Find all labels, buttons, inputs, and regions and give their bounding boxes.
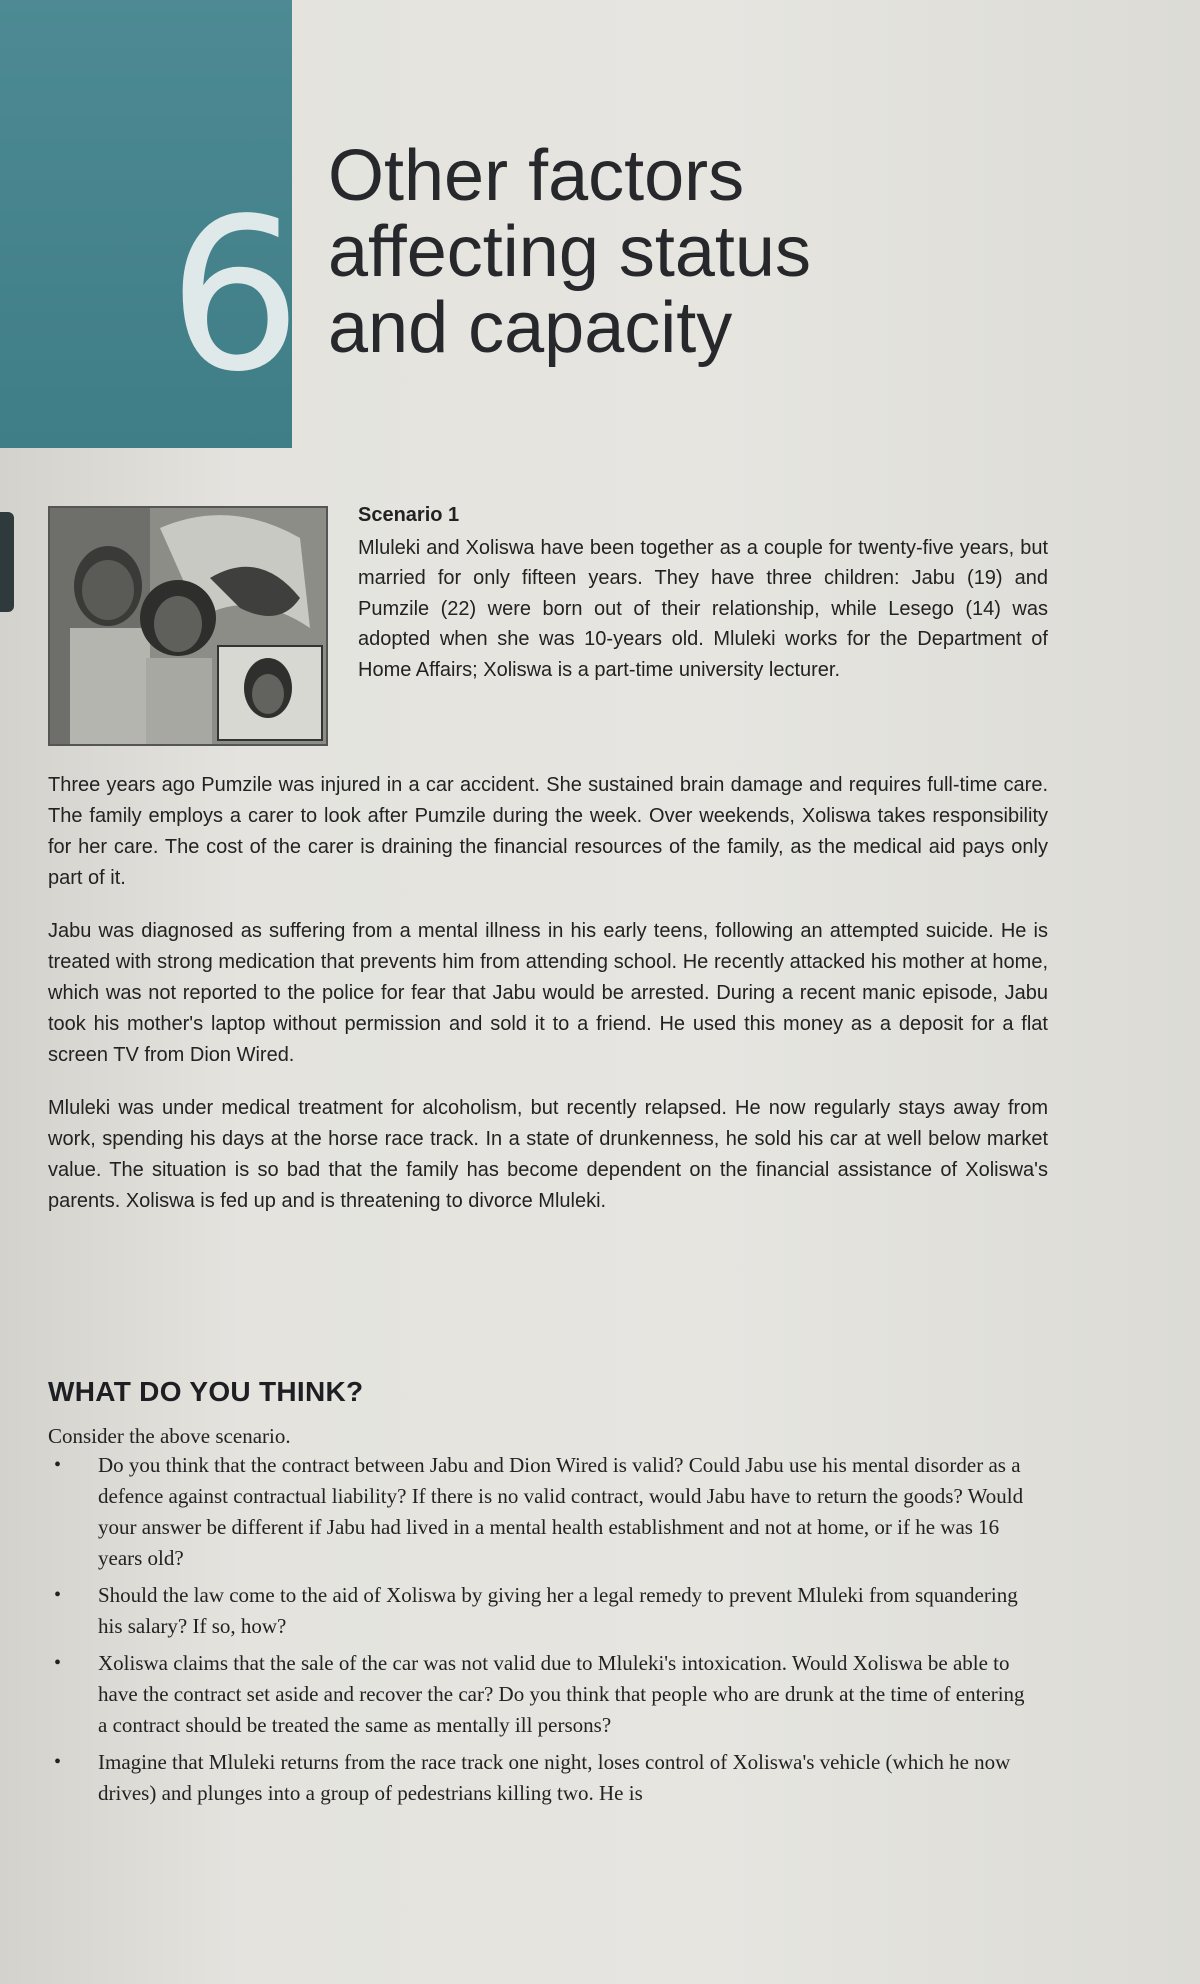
chapter-title xyxy=(328,138,811,366)
what-do-you-think-heading: WHAT DO YOU THINK? xyxy=(48,1376,364,1407)
paragraph-mluleki: Mluleki was under medical treatment for alcoholism, but recently relapsed. He now regularly stays away from work, spending his days at the horse race track. In a state of drunkenness, he sold his car at well below market value. The situation is so bad that the family has become dependent on the financial assistance of Xoliswa's parents. Xoliswa is fed up and is threatening to divorce Mluleki. xyxy=(48,1097,1048,1212)
question-text: Xoliswa claims that the sale of the car was not valid due to Mluleki's intoxication. Would Xoliswa be able to have the contract set aside and recover the car? Do you think that people who are drunk at the time of entering a contract should be treated the same as mentally ill persons? xyxy=(98,1651,1025,1737)
question-item xyxy=(48,1648,1038,1741)
what-do-you-think-intro: Consider the above scenario. xyxy=(48,1424,291,1448)
paragraph-pumzile: Three years ago Pumzile was injured in a car accident. She sustained brain damage and requires full-time care. The family employs a carer to look after Pumzile during the week. Over weekends, Xoliswa takes responsibility for her care. The cost of the carer is draining the financial resources of the family, as the medical aid pays only part of it. xyxy=(48,774,1048,889)
question-item xyxy=(48,1580,1038,1642)
bullet-icon: • xyxy=(54,1751,62,1773)
chapter-number: 6 xyxy=(168,173,302,418)
question-item xyxy=(48,1747,1038,1809)
question-text: Do you think that the contract between Jabu and Dion Wired is valid? Could Jabu use his mental disorder as a defence against contractual liability? If there is no valid contract, would Jabu have to return the goods? Would your answer be different if Jabu had lived in a mental health establishment and not at home, or if he was 16 years old? xyxy=(98,1453,1024,1570)
question-text: Imagine that Mluleki returns from the race track one night, loses control of Xoliswa's vehicle (which he now drives) and plunges into a group of pedestrians killing two. He is xyxy=(98,1750,1011,1805)
chapter-title-line-3: and capacity xyxy=(328,288,733,368)
family-photo-collage xyxy=(48,506,328,746)
chapter-banner xyxy=(0,0,302,448)
paragraph-jabu: Jabu was diagnosed as suffering from a mental illness in his early teens, following an attempted suicide. He is treated with strong medication that prevents him from attending school. He recently attacked his mother at home, which was not reported to the police for fear that Jabu would be arrested. During a recent manic episode, Jabu took his mother's laptop without permission and sold it to a friend. He used this money as a deposit for a flat screen TV from Dion Wired. xyxy=(48,920,1048,1066)
family-photo-image xyxy=(50,508,326,744)
scenario-box xyxy=(358,500,1048,685)
question-text: Should the law come to the aid of Xoliswa by giving her a legal remedy to prevent Mluleki from squandering his salary? If so, how? xyxy=(98,1583,1018,1638)
bullet-icon: • xyxy=(54,1652,62,1674)
chapter-title-line-2: affecting status xyxy=(328,212,811,292)
scenario-heading: Scenario 1 xyxy=(358,504,460,526)
bullet-icon: • xyxy=(54,1454,62,1476)
chapter-title-line-1: Other factors xyxy=(328,136,745,216)
question-list xyxy=(48,1450,1038,1815)
bullet-icon: • xyxy=(54,1584,62,1606)
scenario-intro: Mluleki and Xoliswa have been together as a couple for twenty-five years, but married for only fifteen years. They have three children: Jabu (19) and Pumzile (22) were born out of their relationship, while Lesego (14) was adopted when she was 10-years old. Mluleki works for the Department of Home Affairs; Xoliswa is a part-time university lecturer. xyxy=(358,536,1048,681)
question-item xyxy=(48,1450,1038,1574)
scenario-body xyxy=(48,770,1048,1239)
page-edge-tab xyxy=(0,512,14,612)
